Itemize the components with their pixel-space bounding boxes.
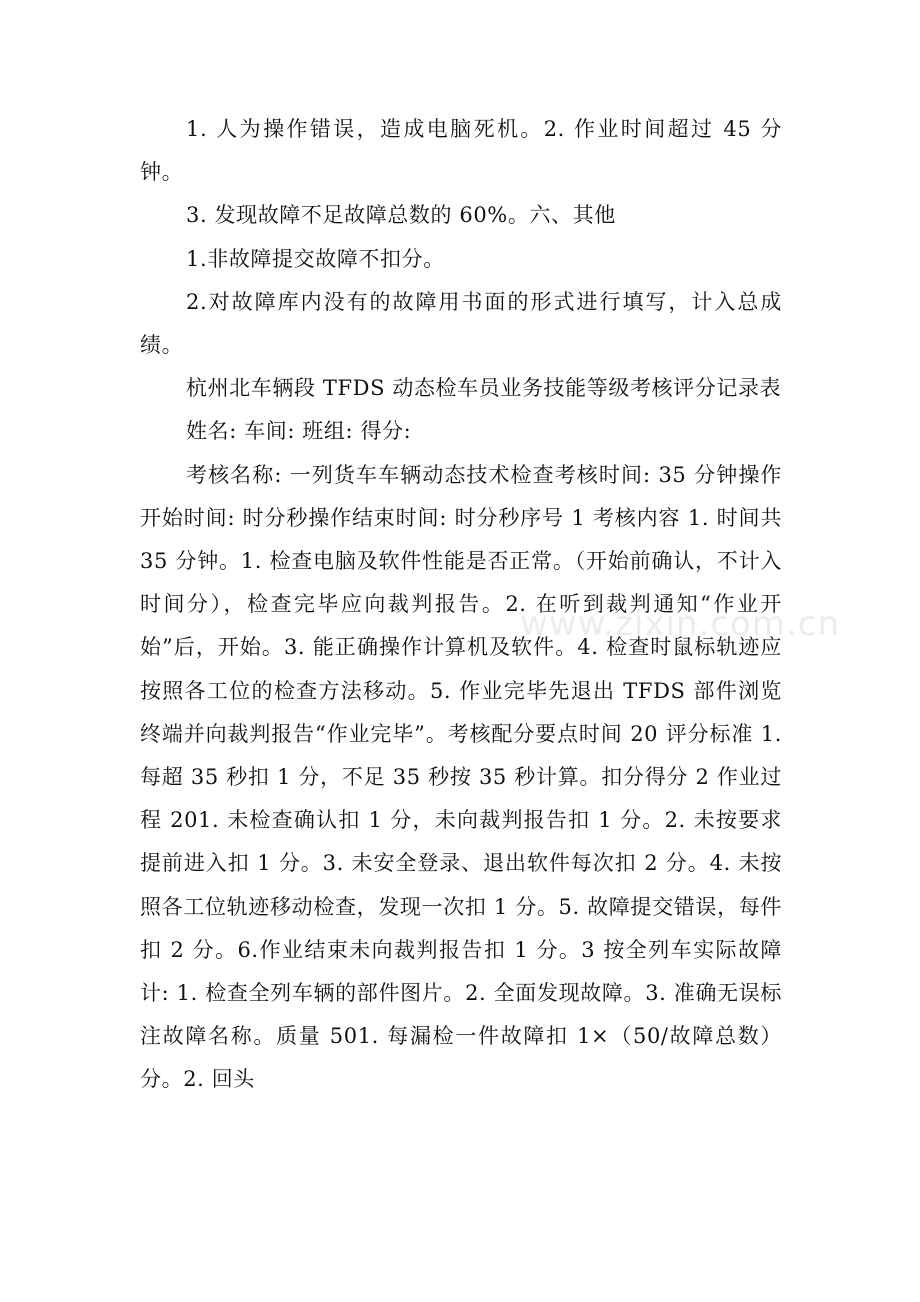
paragraph-other-rule-2: 2.对故障库内没有的故障用书面的形式进行填写，计入总成绩。	[140, 289, 782, 358]
paragraph-other-rule-1: 1.非故障提交故障不扣分。	[186, 246, 445, 271]
form-header-fields: 姓名: 车间: 班组: 得分:	[186, 419, 412, 444]
paragraph-exam-content: 考核名称: 一列货车车辆动态技术检查考核时间: 35 分钟操作开始时间: 时分秒操作结束时间: 时分秒序号 1 考核内容 1. 时间共 35 分钟。1. 检查电脑及软件性能是否正常。（开始前确认，不计入时间分），检查完毕应向裁判报告。2. 在听到裁判通知“作业开始”后，开始。3. 能正确操作计算机及软件。4. 检查时鼠标轨迹应按照各工位的检查方法移动。5. 作业完毕先退出 TFDS 部件浏览终端并向裁判报告“作业完毕”。考核配分要点时间 20 评分标准 1.每超 35 秒扣 1 分，不足 35 秒按 35 秒计算。扣分得分 2 作业过程 201. 未检查确认扣 1 分，未向裁判报告扣 1 分。2. 未按要求提前进入扣 1 分。3. 未安全登录、退出软件每次扣 2 分。4. 未按照各工位轨迹移动检查，发现一次扣 1 分。5. 故障提交错误，每件扣 2 分。6.作业结束未向裁判报告扣 1 分。3 按全列车实际故障计: 1. 检查全列车辆的部件图片。2. 全面发现故障。3. 准确无误标注故障名称。质量 501. 每漏检一件故障扣 1×（50/故障总数）分。2. 回头	[140, 462, 782, 1092]
watermark: www.zixin.com.cn	[520, 604, 840, 644]
document-body	[140, 108, 782, 1102]
paragraph-fault-threshold: 3. 发现故障不足故障总数的 60%。六、其他	[186, 203, 616, 228]
form-title: 杭州北车辆段 TFDS 动态检车员业务技能等级考核评分记录表	[186, 376, 782, 401]
paragraph-failure-conditions: 1. 人为操作错误，造成电脑死机。2. 作业时间超过 45 分钟。	[140, 117, 782, 185]
